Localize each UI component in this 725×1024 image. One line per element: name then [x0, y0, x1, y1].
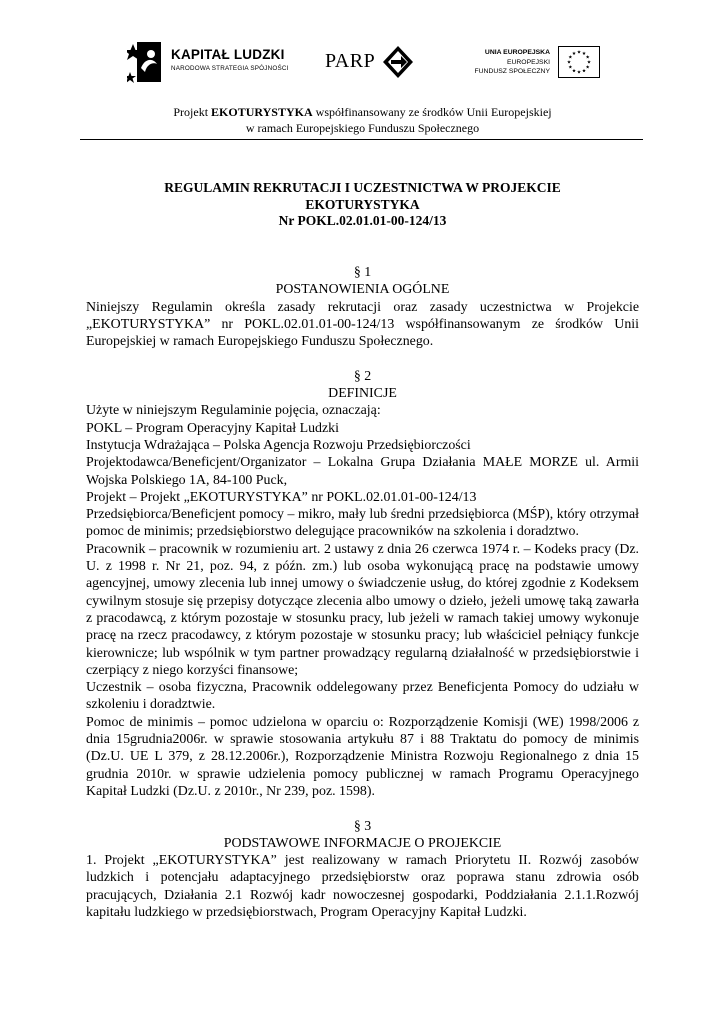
section2-intro: Użyte w niniejszym Regulaminie pojęcia, oznaczają: [86, 403, 381, 419]
kapital-ludzki-subtitle: NARODOWA STRATEGIA SPÓJNOŚCI [171, 65, 289, 72]
title-line2: EKOTURYSTYKA [305, 196, 420, 212]
funding-line2: w ramach Europejskiego Funduszu Społecznego [245, 121, 480, 135]
definition-instytucja: Instytucja Wdrażająca – Polska Agencja Rozwoju Przedsiębiorczości [86, 437, 471, 453]
title-line3: Nr POKL.02.01.01-00-124/13 [278, 213, 447, 228]
parp-arrows-icon [383, 46, 413, 78]
eu-flag-icon [558, 46, 600, 78]
kapital-ludzki-title: KAPITAŁ LUDZKI [171, 47, 285, 62]
eu-line2: EUROPEJSKI [506, 58, 550, 66]
funding-prefix: Projekt [173, 105, 212, 119]
eu-efs-logo [470, 46, 600, 80]
title-line1: REGULAMIN REKRUTACJI I UCZESTNICTWA W PROJEKCIE [164, 180, 561, 195]
section3-number: § 3 [353, 818, 372, 834]
funding-note [0, 104, 725, 136]
definition-projektodawca: Projektodawca/Beneficjent/Organizator – Lokalna Grupa Działania MAŁE MORZE ul. Armii Wojska Polskiego 1A, 84-100 Puck, [86, 455, 639, 488]
header-divider [80, 139, 643, 140]
definition-pomoc-de-minimis: Pomoc de minimis – pomoc udzielona w oparciu o: Rozporządzenie Komisji (WE) 1998/2006 z dnia 15grudnia2006r. w sprawie stosowania artykułu 87 i 88 Traktatu do pomocy de minimis (Dz.U. UE L 379, z 28.12.2006r.), Rozporządzenie Ministra Rozwoju Regionalnego z dnia 15 grudnia 2010r. w sprawie udzielenia pomocy publicznej w ramach Programu Operacyjnego Kapitał Ludzki (Dz.U. z 2010r., Nr 239, poz. 1598). [86, 714, 639, 799]
parp-text: PARP [325, 50, 376, 72]
section2-heading: DEFINICJE [328, 386, 397, 402]
definition-przedsiebiorca: Przedsiębiorca/Beneficjent pomocy – mikro, mały lub średni przedsiębiorca (MŚP), który otrzymał pomoc de minimis; przedsiębiorstwo delegujące pracowników na szkolenia i doradztwo. [86, 507, 639, 540]
eu-logo-text [474, 48, 550, 77]
eu-line3: FUNDUSZ SPOŁECZNY [474, 68, 550, 75]
definition-uczestnik: Uczestnik – osoba fizyczna, Pracownik oddelegowany przez Beneficjenta Pomocy do udziału w szkoleniu i doradztwie. [86, 680, 639, 713]
definition-pokl: POKL – Program Operacyjny Kapitał Ludzki [86, 420, 339, 436]
section3-heading: PODSTAWOWE INFORMACJE O PROJEKCIE [223, 835, 502, 851]
section2-number: § 2 [353, 368, 372, 384]
section1-heading: POSTANOWIENIA OGÓLNE [275, 282, 450, 298]
parp-logo [325, 44, 415, 80]
kapital-ludzki-logo [127, 40, 317, 86]
document-body [86, 264, 639, 921]
definition-projekt: Projekt – Projekt „EKOTURYSTYKA” nr POKL.02.01.01-00-124/13 [86, 489, 477, 505]
funding-suffix: współfinansowany ze środków Unii Europejskiej [312, 105, 552, 119]
section1-number: § 1 [353, 265, 372, 280]
kapital-ludzki-emblem-icon [127, 40, 163, 84]
definition-pracownik: Pracownik – pracownik w rozumieniu art. 2 ustawy z dnia 26 czerwca 1974 r. – Kodeks pracy (Dz. U. z 1998 r. Nr 21, poz. 94, z późn. zm.) lub osoba wykonującą pracę na podstawie umowy agencyjnej, umowy zlecenia lub innej umowy o świadczenie usług, do której zgodnie z Kodeksem cywilnym stosuje się przepisy dotyczące zlecenia albo umowy o dzieło, jeżeli umowę taką zawarła z pracodawcą, z którym pozostaje w stosunku pracy, lub jeżeli w ramach takiej umowy wykonuje pracę na rzecz pracodawcy, z którym pozostaje w stosunku pracy; lub właściciel pełniący funkcje kierownicze; lub wspólnik w tym partner prowadzący regularną działalność w przedsiębiorstwie i czerpiący z niego korzyści finansowe; [86, 541, 639, 678]
document-title [100, 180, 625, 230]
funding-project-name: EKOTURYSTYKA [211, 105, 313, 119]
section3-text: 1. Projekt „EKOTURYSTYKA” jest realizowany w ramach Priorytetu II. Rozwój zasobów ludzkich i potencjału adaptacyjnego przedsiębiorstw oraz poprawa stanu zdrowia osób pracujących, Działania 2.1 Rozwój kadr nowoczesnej gospodarki, Poddziałania 2.1.1.Rozwój kapitału ludzkiego w przedsiębiorstwach, Program Operacyjny Kapitał Ludzki. [86, 853, 639, 920]
eu-line1: UNIA EUROPEJSKA [484, 49, 550, 56]
section1-text: Niniejszy Regulamin określa zasady rekrutacji oraz zasady uczestnictwa w Projekcie „EKOTURYSTYKA” nr POKL.02.01.01-00-124/13 współfinansowanym ze środków Unii Europejskiej w ramach Europejskiego Funduszu Społecznego. [86, 299, 639, 350]
